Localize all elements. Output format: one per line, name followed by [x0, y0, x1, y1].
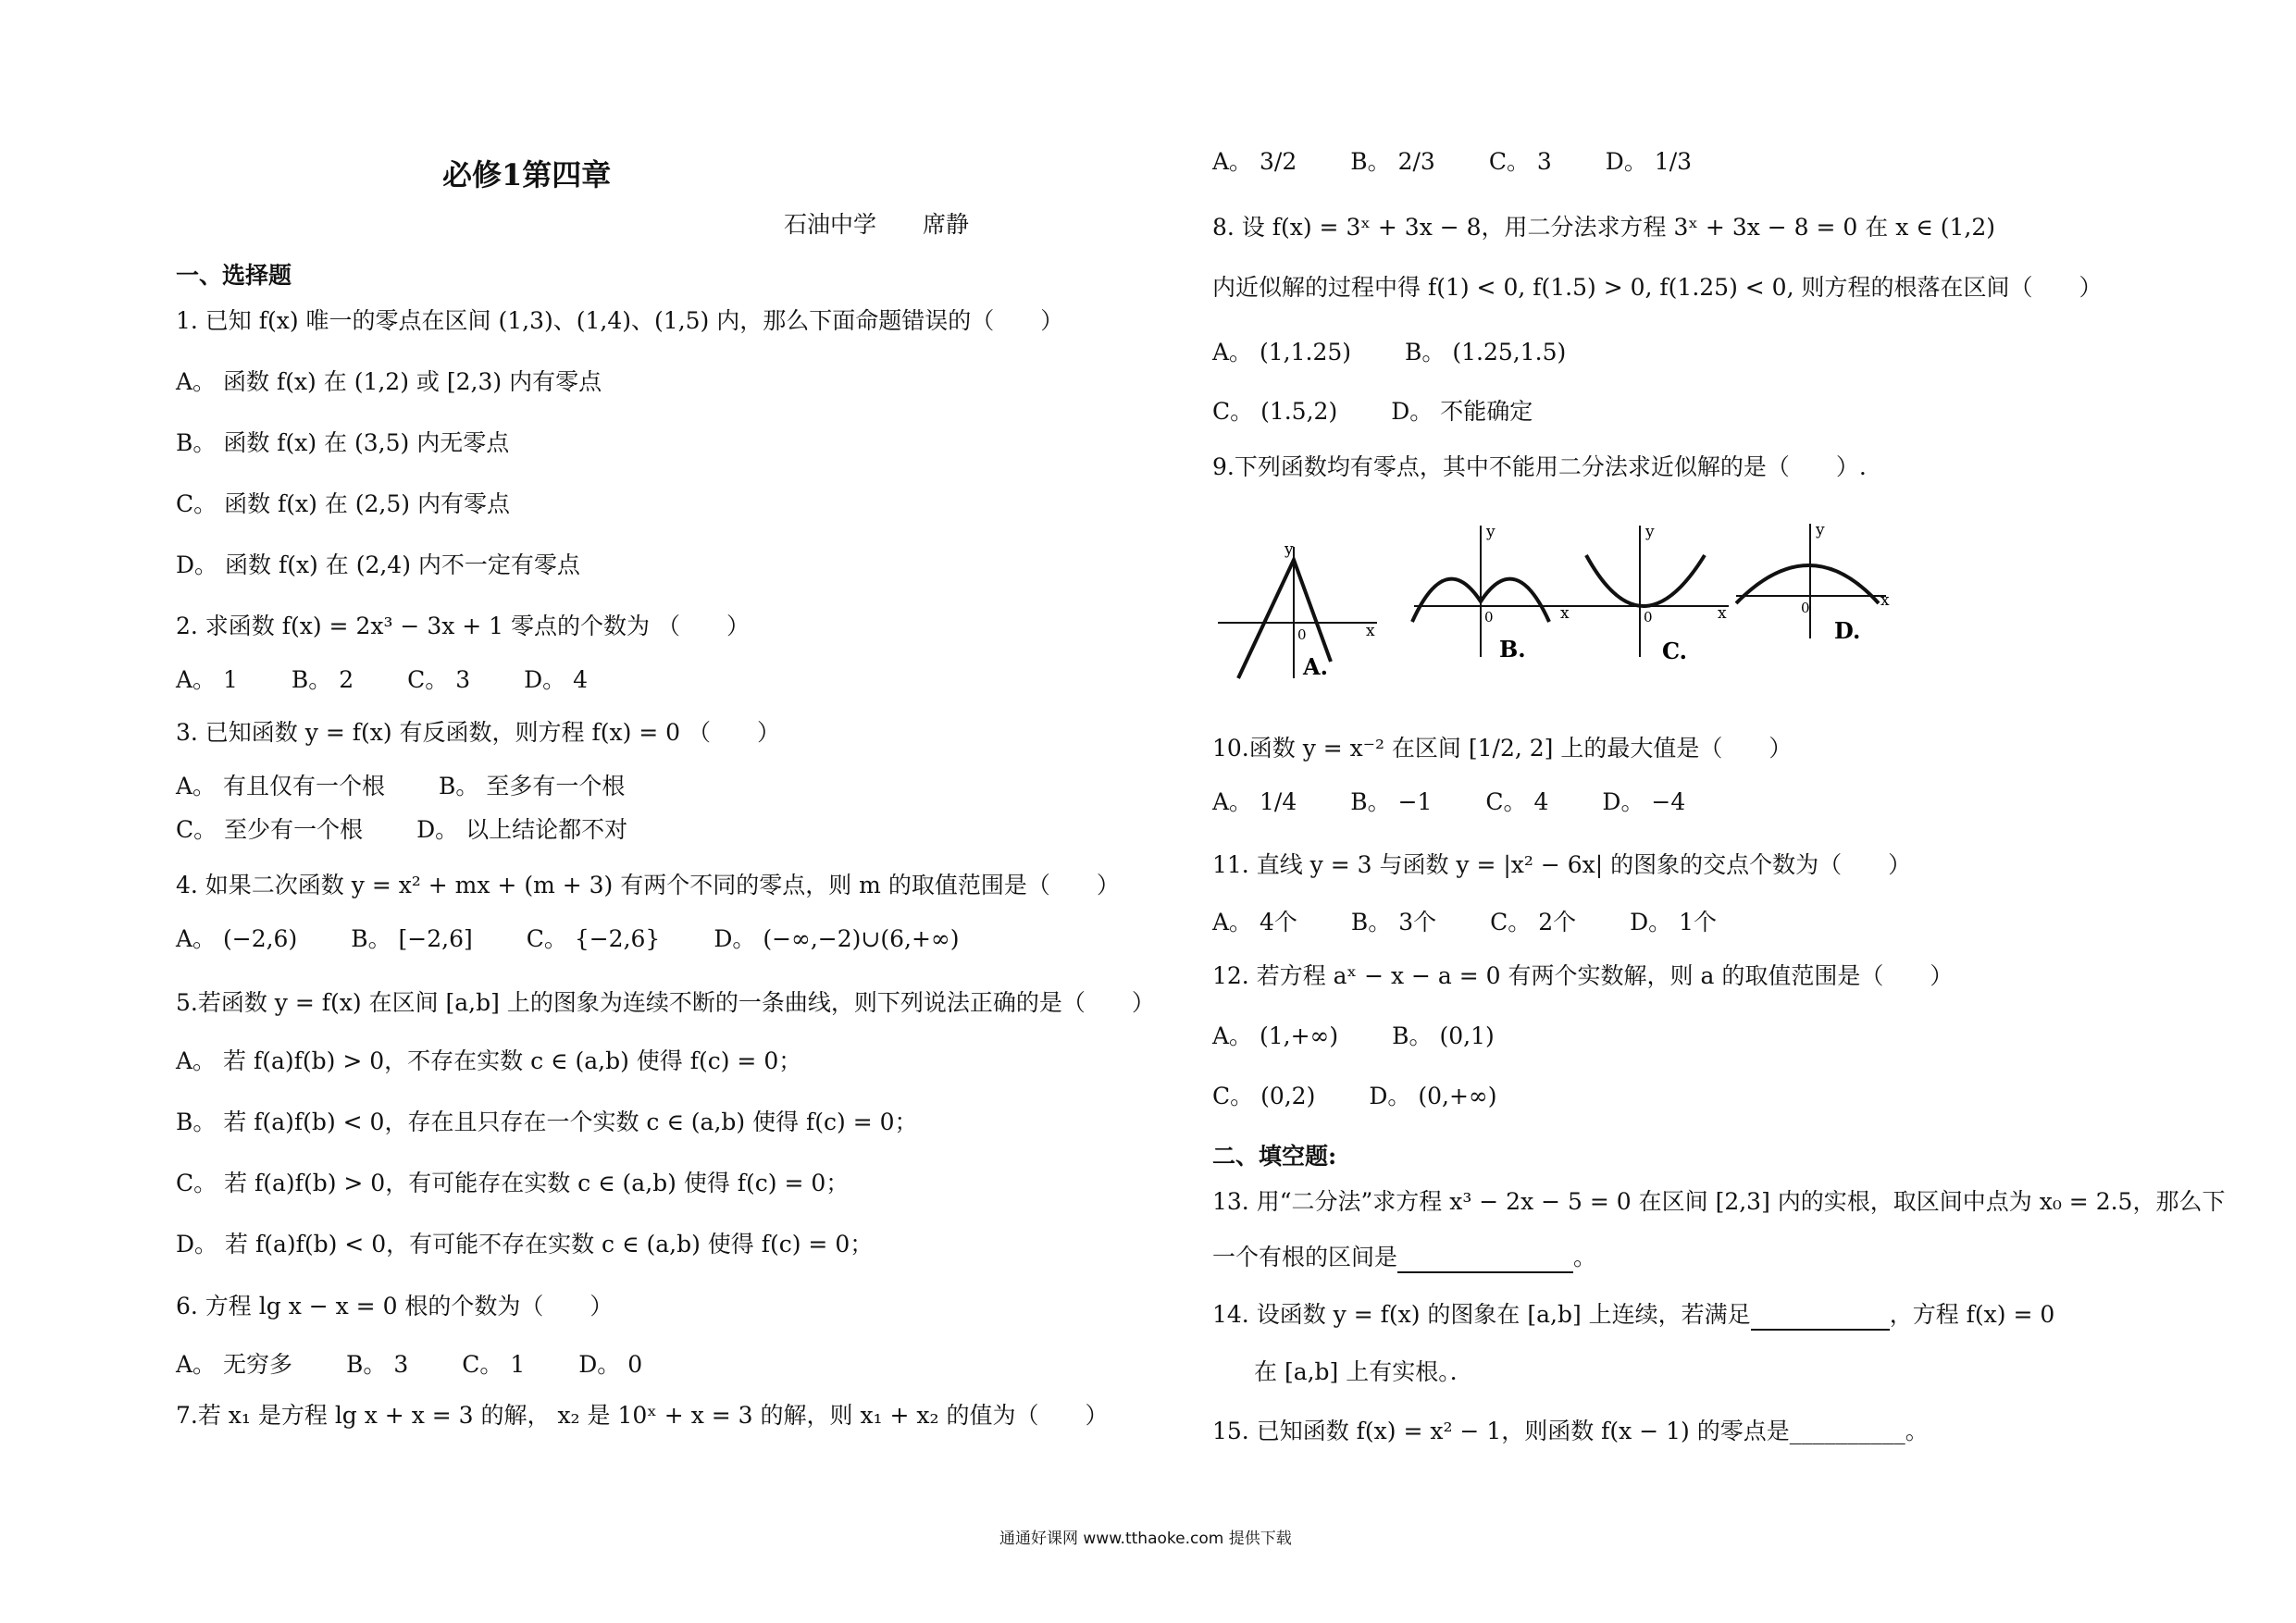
answer-option: C。 3 [407, 666, 471, 693]
answer-option: A。 有且仅有一个根 [176, 773, 386, 799]
question-line-q4: 4. 如果二次函数 y = x² + mx + (m + 3) 有两个不同的零点，则 m 的取值范围是（ ） [176, 872, 1120, 898]
q13-end: 。 [1573, 1244, 1597, 1270]
question-line-q5: 5.若函数 y = f(x) 在区间 [a,b] 上的图象为连续不断的一条曲线，则下列说法正确的是（ ） [176, 989, 1155, 1016]
question-line-q10: 10.函数 y = x⁻² 在区间 [1/2, 2] 上的最大值是（ ） [1212, 735, 1793, 762]
answer-options-q7o [1212, 146, 1745, 178]
answer-option: B。 3个 [1350, 909, 1437, 935]
q13-text: 一个有根的区间是 [1212, 1244, 1398, 1270]
q9-graph-a [1212, 541, 1379, 680]
answer-option: D。 4 [524, 666, 589, 693]
answer-option: D。 1/3 [1605, 148, 1693, 175]
axis-x-label: x [1560, 604, 1570, 623]
answer-option: D。 (−∞,−2)∪(6,+∞) [714, 925, 960, 952]
answer-options-q3o2 [176, 814, 681, 846]
answer-options-q8o2 [1212, 396, 1586, 427]
answer-option: D。 不能确定 [1391, 398, 1533, 425]
answer-option: B。 2 [291, 666, 354, 693]
q14-line2: 在 [a,b] 上有实根。． [1254, 1358, 1473, 1385]
answer-option: C。 (1.5,2) [1212, 398, 1338, 425]
answer-option: A。 (1,+∞) [1212, 1022, 1339, 1049]
q9-graph-c [1566, 518, 1732, 666]
answer-options-q10o [1212, 787, 1739, 818]
answer-option: C。 2个 [1490, 909, 1577, 935]
question-line-q1a: A。 函数 f(x) 在 (1,2) 或 [2,3) 内有零点 [176, 368, 602, 395]
question-line-q5c: C。 若 f(a)f(b) > 0，有可能存在实数 c ∈ (a,b) 使得 f(c) = 0； [176, 1170, 850, 1196]
graph-label-a: A. [1303, 653, 1328, 680]
origin-label: 0 [1644, 609, 1653, 626]
graph-label-d: D. [1834, 617, 1861, 644]
answer-options-q6o [176, 1349, 696, 1381]
answer-option: C。 1 [462, 1351, 526, 1378]
answer-option: B。 (1.25,1.5) [1405, 339, 1567, 365]
question-line-q1c: C。 函数 f(x) 在 (2,5) 内有零点 [176, 490, 510, 517]
answer-option: C。 4 [1485, 788, 1549, 815]
answer-options-q12o1 [1212, 1021, 1548, 1052]
answer-option: B。 2/3 [1350, 148, 1435, 175]
axis-y-label: y [1645, 523, 1655, 541]
answer-option: A。 1 [176, 666, 238, 693]
answer-option: A。 1/4 [1212, 788, 1297, 815]
answer-option: B。 [−2,6] [351, 925, 473, 952]
answer-options-q4o [176, 923, 1013, 955]
page-title: 必修1第四章 [442, 157, 612, 192]
origin-label: 0 [1801, 600, 1810, 616]
answer-option: C。 3 [1488, 148, 1552, 175]
answer-option: B。 3 [346, 1351, 409, 1378]
q13-line1: 13. 用“二分法”求方程 x³ − 2x − 5 = 0 在区间 [2,3] 内的实根，取区间中点为 x₀ = 2.5，那么下 [1212, 1188, 2226, 1215]
origin-label: 0 [1484, 609, 1494, 626]
q14-line1 [1212, 1299, 2054, 1331]
answer-option: B。 至多有一个根 [439, 773, 626, 799]
question-line-q1: 1. 已知 f(x) 唯一的零点在区间 (1,3)、(1,4)、(1,5) 内，那么下面命题错误的（ ） [176, 307, 1064, 334]
answer-option: A。 (−2,6) [176, 925, 298, 952]
answer-options-q12o2 [1212, 1081, 1550, 1112]
answer-option: C。 (0,2) [1212, 1083, 1316, 1109]
q14-answer-blank [1751, 1305, 1890, 1331]
axis-x-label: x [1366, 622, 1375, 640]
axis-y-label: y [1486, 523, 1496, 541]
axis-y-label: y [1816, 521, 1825, 539]
answer-option: A。 无穷多 [176, 1351, 293, 1378]
answer-option: A。 3/2 [1212, 148, 1297, 175]
author-line: 石油中学 席静 [784, 211, 970, 238]
origin-label: 0 [1297, 626, 1307, 643]
q14-text-end: ，方程 f(x) = 0 [1889, 1301, 2055, 1328]
question-line-q5a: A。 若 f(a)f(b) > 0，不存在实数 c ∈ (a,b) 使得 f(c) = 0； [176, 1047, 802, 1074]
answer-options-q2o [176, 664, 641, 696]
q13-answer-blank [1397, 1247, 1573, 1273]
answer-option: A。 (1,1.25) [1212, 339, 1352, 365]
question-line-q1d: D。 函数 f(x) 在 (2,4) 内不一定有零点 [176, 551, 580, 578]
answer-options-q3o1 [176, 771, 678, 802]
axis-x-label: x [1718, 604, 1727, 623]
axis-y-label: y [1285, 541, 1294, 559]
answer-options-q11o [1212, 907, 1770, 938]
answer-option: A。 4个 [1212, 909, 1297, 935]
answer-option: C。 {−2,6} [526, 925, 661, 952]
answer-option: B。 (0,1) [1392, 1022, 1495, 1049]
axis-x-label: x [1880, 591, 1890, 610]
question-line-q2: 2. 求函数 f(x) = 2x³ − 3x + 1 零点的个数为 （ ） [176, 613, 750, 639]
question-line-q5d: D。 若 f(a)f(b) < 0，有可能不存在实数 c ∈ (a,b) 使得 f(c) = 0； [176, 1231, 874, 1258]
answer-option: D。 1个 [1630, 909, 1718, 935]
question-line-q12: 12. 若方程 aˣ − x − a = 0 有两个实数解，则 a 的取值范围是（ ） [1212, 962, 1954, 989]
section-fill-heading: 二、填空题: [1212, 1143, 1337, 1170]
q9-graph-b [1409, 518, 1575, 666]
answer-option: D。 (0,+∞) [1369, 1083, 1497, 1109]
answer-option: D。 −4 [1602, 788, 1686, 815]
footer-credit: 通通好课网 www.tthaoke.com 提供下载 [999, 1530, 1292, 1548]
question-line-q1b: B。 函数 f(x) 在 (3,5) 内无零点 [176, 429, 510, 456]
answer-option: D。 以上结论都不对 [416, 816, 628, 843]
question-line-q3: 3. 已知函数 y = f(x) 有反函数，则方程 f(x) = 0 （ ） [176, 719, 781, 746]
question-line-q5b: B。 若 f(a)f(b) < 0，存在且只存在一个实数 c ∈ (a,b) 使得 f(c) = 0； [176, 1109, 918, 1135]
q9-graph-d [1734, 518, 1892, 657]
question-line-q9: 9.下列函数均有零点，其中不能用二分法求近似解的是（ ）. [1212, 453, 1867, 480]
question-line-q8b: 内近似解的过程中得 f(1) < 0, f(1.5) > 0, f(1.25) < 0, 则方程的根落在区间（ ） [1212, 274, 2103, 301]
q15-line: 15. 已知函数 f(x) = x² − 1，则函数 f(x − 1) 的零点是__________。 [1212, 1418, 1929, 1444]
section-choice-heading: 一、选择题 [176, 262, 292, 289]
graph-label-c: C. [1662, 638, 1688, 664]
question-line-q6: 6. 方程 lg x − x = 0 根的个数为（ ） [176, 1293, 614, 1319]
graph-label-b: B. [1499, 636, 1526, 663]
q14-text: 14. 设函数 y = f(x) 的图象在 [a,b] 上连续，若满足 [1212, 1301, 1751, 1328]
answer-options-q8o1 [1212, 337, 1620, 368]
q13-line2 [1212, 1242, 1596, 1273]
question-line-q8: 8. 设 f(x) = 3ˣ + 3x − 8，用二分法求方程 3ˣ + 3x − 8 = 0 在 x ∈ (1,2) [1212, 214, 1995, 241]
answer-option: C。 至少有一个根 [176, 816, 364, 843]
answer-option: D。 0 [578, 1351, 643, 1378]
answer-option: B。 −1 [1350, 788, 1433, 815]
question-line-q11: 11. 直线 y = 3 与函数 y = |x² − 6x| 的图象的交点个数为（ ） [1212, 851, 1912, 878]
question-line-q7: 7.若 x₁ 是方程 lg x + x = 3 的解， x₂ 是 10ˣ + x = 3 的解，则 x₁ + x₂ 的值为（ ） [176, 1402, 1109, 1429]
